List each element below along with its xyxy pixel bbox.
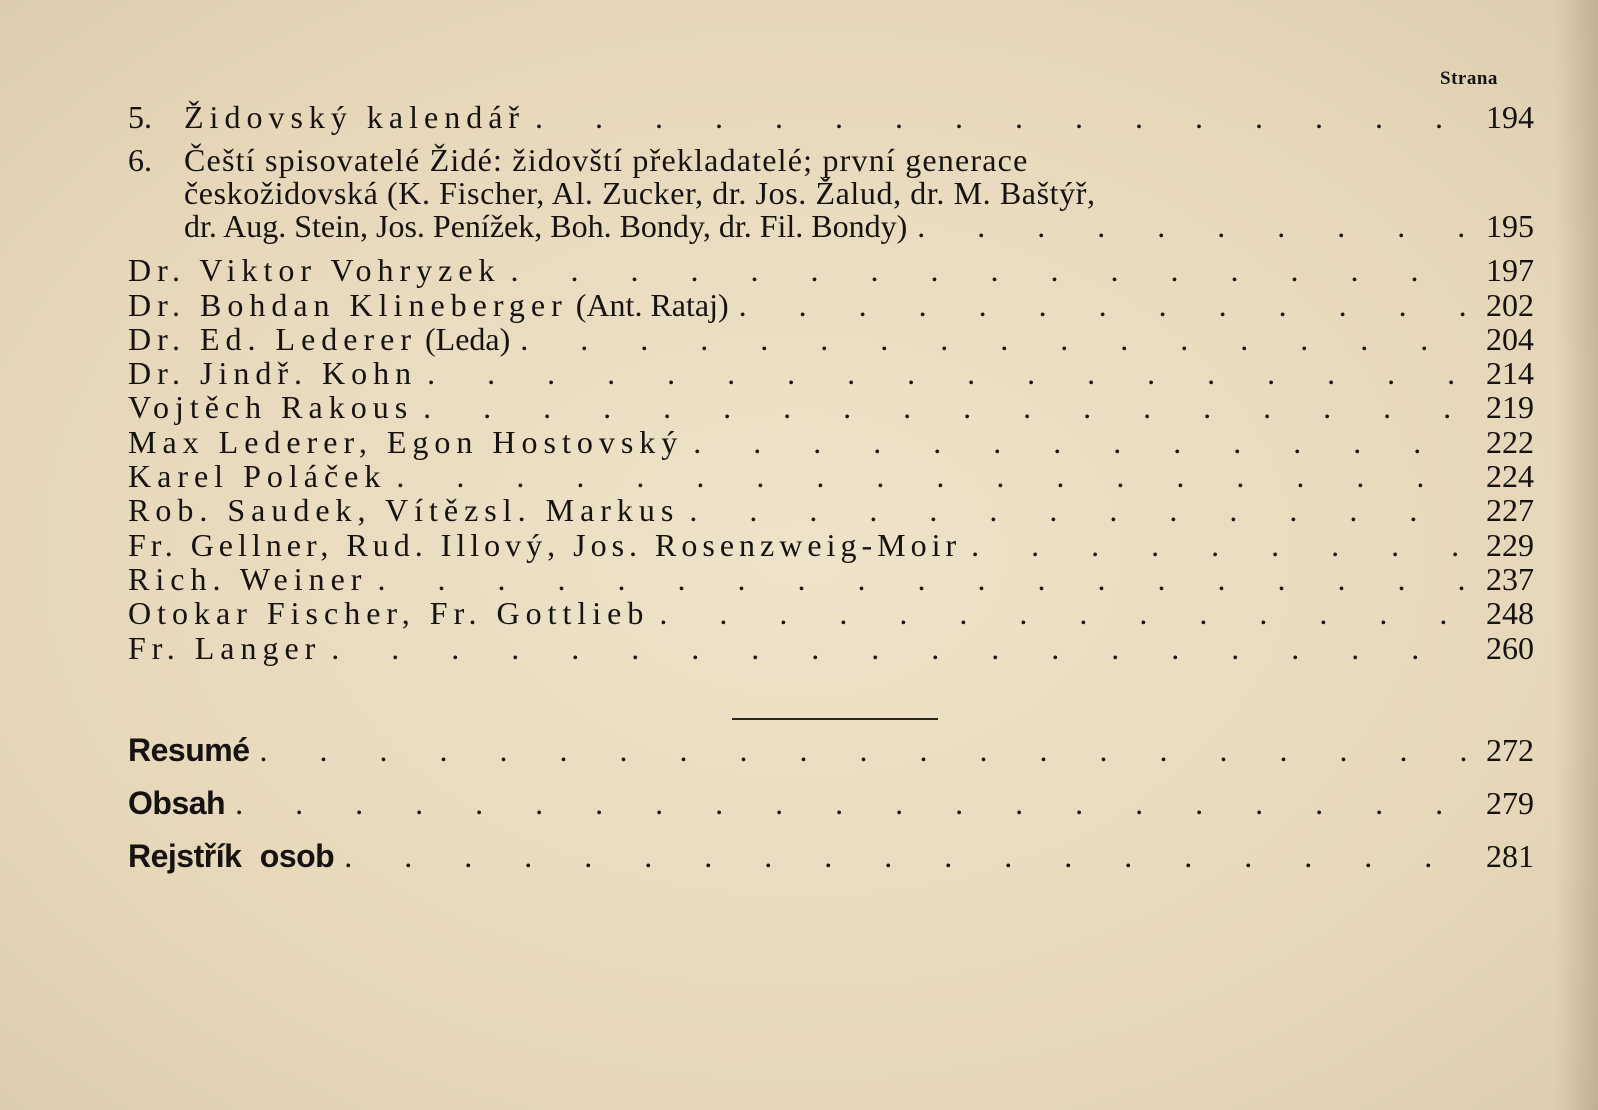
- dot-leader: [331, 631, 1466, 666]
- entry-title: Dr. Ed. Lederer: [128, 321, 418, 357]
- dot-leader: [344, 839, 1466, 874]
- toc-entry: [128, 631, 1534, 666]
- dot-leader: [693, 425, 1466, 460]
- toc-entry: [128, 459, 1534, 494]
- entry-page-number: 281: [1486, 838, 1534, 874]
- entry-title: Rich. Weiner: [128, 561, 368, 597]
- dot-leader: [377, 562, 1466, 597]
- toc-entry: [128, 562, 1534, 597]
- entry-page-number: 260: [1486, 630, 1534, 666]
- toc-entry: [128, 528, 1534, 563]
- page-spine-shadow: [1556, 0, 1598, 1110]
- dot-leader: [971, 528, 1466, 563]
- dot-leader: [689, 493, 1466, 528]
- entry-number: 6.: [128, 142, 152, 178]
- dot-leader: [511, 253, 1466, 288]
- entry-title: Židovský kalendář: [184, 99, 526, 135]
- entry-page-number: 248: [1486, 595, 1534, 631]
- dot-leader: [235, 786, 1466, 821]
- toc-entry: [128, 493, 1534, 528]
- toc-entry: [128, 100, 1534, 135]
- entry-page-number: 229: [1486, 527, 1534, 563]
- entry-page-number: 195: [1486, 208, 1534, 244]
- entry-pseudonym: (Leda): [425, 321, 511, 357]
- toc-entry: [128, 143, 1534, 244]
- entry-page-number: 227: [1486, 492, 1534, 528]
- entry-title: Karel Poláček: [128, 458, 387, 494]
- strana-column-header: Strana: [1440, 68, 1498, 89]
- entry-title: Fr. Langer: [128, 630, 322, 666]
- toc-entry: [128, 322, 1534, 357]
- entry-page-number: 279: [1486, 785, 1534, 821]
- section-divider: [732, 718, 938, 720]
- entry-title: Dr. Viktor Vohryzek: [128, 252, 501, 288]
- entry-title: Rob. Saudek, Vítězsl. Markus: [128, 492, 680, 528]
- toc-back-matter-entry: [128, 839, 1534, 874]
- entry-title: Dr. Jindř. Kohn: [128, 355, 418, 391]
- toc-entry: [128, 356, 1534, 391]
- dot-leader: [739, 288, 1466, 323]
- entry-title-line-1: Čeští spisovatelé Židé: židovští překladatelé; první generace: [184, 142, 1029, 178]
- toc-entry: [128, 425, 1534, 460]
- entry-title: Vojtěch Rakous: [128, 389, 414, 425]
- toc-back-matter-entry: [128, 786, 1534, 821]
- entry-title-line-2: českožidovská (K. Fischer, Al. Zucker, dr. Jos. Žalud, dr. M. Baštýř,: [184, 175, 1096, 211]
- entry-page-number: 237: [1486, 561, 1534, 597]
- dot-leader: [396, 459, 1466, 494]
- dot-leader: [535, 100, 1466, 135]
- entry-page-number: 219: [1486, 389, 1534, 425]
- toc-entry: [128, 288, 1534, 323]
- entry-page-number: 272: [1486, 732, 1534, 768]
- entry-title: Dr. Bohdan Klineberger: [128, 287, 568, 323]
- entry-pseudonym: (Ant. Rataj): [575, 287, 729, 323]
- entry-title: Otokar Fischer, Fr. Gottlieb: [128, 595, 650, 631]
- entry-page-number: 197: [1486, 252, 1534, 288]
- entry-title: Obsah: [128, 785, 226, 821]
- entry-title: Rejstřík osob: [128, 838, 335, 874]
- entry-title: Resumé: [128, 732, 250, 768]
- entry-number: 5.: [128, 99, 152, 135]
- dot-leader: [260, 733, 1467, 768]
- entry-page-number: 204: [1486, 321, 1534, 357]
- toc-entry: [128, 390, 1534, 425]
- dot-leader: [423, 390, 1466, 425]
- toc-entry: [128, 253, 1534, 288]
- toc-back-matter-entry: [128, 733, 1534, 768]
- toc-entry: [128, 596, 1534, 631]
- entry-title: Fr. Gellner, Rud. Illový, Jos. Rosenzweig-Moir: [128, 527, 962, 563]
- entry-page-number: 194: [1486, 99, 1534, 135]
- entry-title: Max Lederer, Egon Hostovský: [128, 424, 684, 460]
- entry-page-number: 214: [1486, 355, 1534, 391]
- dot-leader: [427, 356, 1466, 391]
- dot-leader: [520, 322, 1466, 357]
- dot-leader: [659, 596, 1466, 631]
- entry-title-line-3: dr. Aug. Stein, Jos. Penížek, Boh. Bondy, dr. Fil. Bondy): [184, 208, 908, 244]
- entry-page-number: 222: [1486, 424, 1534, 460]
- entry-page-number: 202: [1486, 287, 1534, 323]
- entry-page-number: 224: [1486, 458, 1534, 494]
- dot-leader: [917, 209, 1466, 244]
